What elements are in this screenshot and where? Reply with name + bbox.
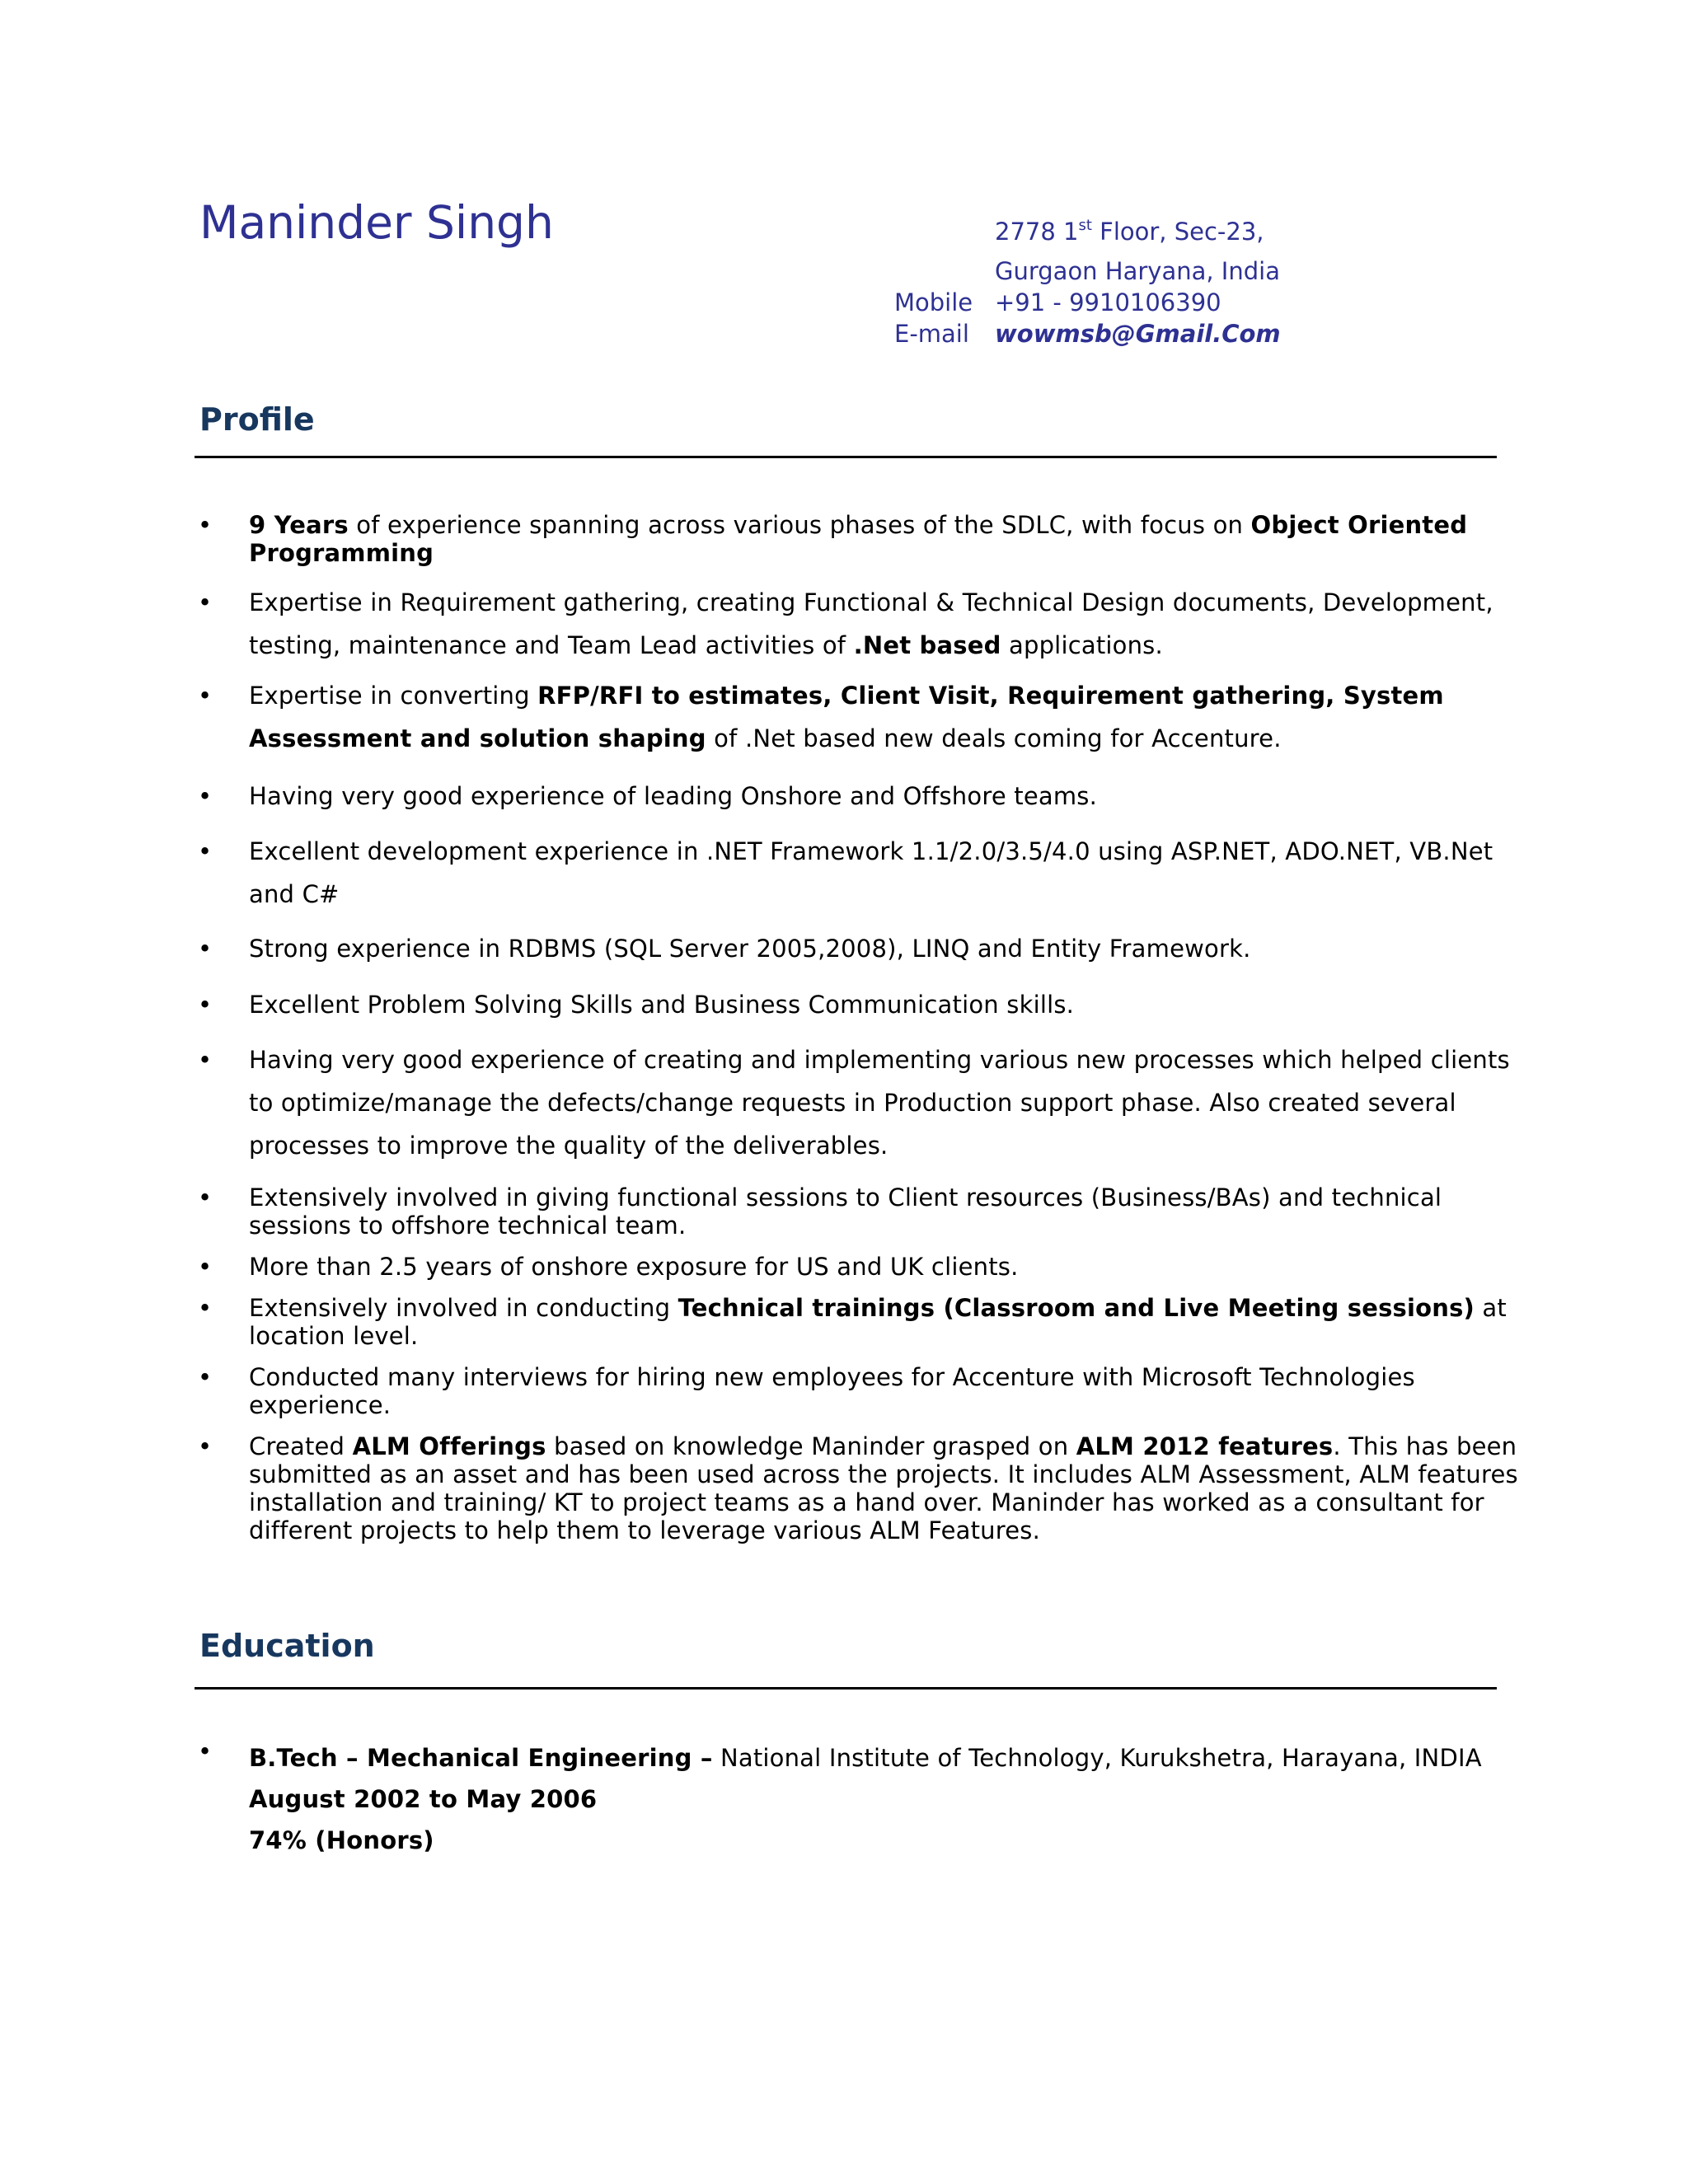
address-number: 2778 1 <box>995 218 1079 246</box>
profile-item-text: Extensively involved in giving functional sessions to Client resources (Business/BAs) and technical sessions to offshore technical team. <box>249 1183 1442 1240</box>
profile-item-text: Having very good experience of leading Onshore and Offshore teams. <box>249 782 1098 810</box>
mobile-label: Mobile <box>894 288 973 316</box>
bullet-icon: • <box>198 991 213 1019</box>
bullet-icon: • <box>198 935 213 963</box>
bullet-icon: • <box>198 1363 213 1391</box>
bullet-icon: • <box>198 588 213 616</box>
bullet-icon: • <box>198 682 213 710</box>
candidate-name: Maninder Singh <box>199 196 554 249</box>
profile-item-text: More than 2.5 years of onshore exposure for US and UK clients. <box>249 1253 1019 1281</box>
profile-item-text: Strong experience in RDBMS (SQL Server 2005,2008), LINQ and Entity Framework. <box>249 935 1251 963</box>
email-value[interactable]: wowmsb@Gmail.Com <box>995 320 1281 348</box>
mobile-value: +91 - 9910106390 <box>995 288 1221 316</box>
profile-item-text: Excellent development experience in .NET Framework 1.1/2.0/3.5/4.0 using ASP.NET, ADO.NET, VB.Net and C# <box>249 837 1493 908</box>
education-divider <box>195 1687 1497 1690</box>
bullet-icon: • <box>198 1737 213 1765</box>
education-dates: August 2002 to May 2006 <box>249 1785 598 1813</box>
profile-item-text: Extensively involved in conducting Technical trainings (Classroom and Live Meeting sessions) at location level. <box>249 1294 1507 1350</box>
profile-item-text: Expertise in Requirement gathering, creating Functional & Technical Design documents, Development, testing, maintenance and Team Lead activities of .Net based applications. <box>249 588 1493 659</box>
education-score: 74% (Honors) <box>249 1826 434 1854</box>
bullet-icon: • <box>198 511 213 539</box>
profile-item-text: 9 Years of experience spanning across various phases of the SDLC, with focus on Object Oriented Programming <box>249 511 1468 567</box>
address-floor: Floor, Sec-23, <box>1091 218 1264 246</box>
resume-page: Maninder Singh 2778 1st Floor, Sec-23, Gurgaon Haryana, India Mobile +91 - 9910106390 E-mail wowmsb@Gmail.Com Profile • 9 Years of experience spanning across various phases of the SDLC, with focus on Object Oriented Programming • Expertise in Requirement gathering, creating Functional & Technical Design documents, Development, testing, maintenance and Team Lead activities of .Net based applications. • Expertise in converting RFP/RFI to estimates, Client Visit, Requirement gathering, System Assessment and solution shaping of .Net based new deals coming for Accenture. • Having very good experience of leading Onshore and Offshore teams. • Excellent development experience in .NET Framework 1.1/2.0/3.5/4.0 using ASP.NET, ADO.NET, VB.Net and C# • Strong experience in RDBMS (SQL Server 2005,2008), LINQ and Entity Framework. • Excellent Problem Solving Skills and Business Communication skills. • Having very good experience of creating and implementing various new processes which helped clients to optimize/manage the defects/change requests in Production support phase. Also created several processes to improve the quality of the deliverables. • Extensively involved in giving functional sessions to Client resources (Business/BAs) and technical sessions to offshore technical team. • More than 2.5 years of onshore exposure for US and UK clients. • Extensively involved in conducting Technical trainings (Classroom and Live Meeting sessions) at location level. • Conducted many interviews for hiring new employees for Accenture with Microsoft Technologies experience. • Created ALM Offerings based on knowledge Maninder grasped on ALM 2012 features. This has been submitted as an asset and has been used across the projects. It includes ALM Assessment, ALM features installation and training/ KT to project teams as a hand over. Maninder has worked as a consultant for different projects to help them to leverage various ALM Features. Education • B.Tech – Mechanical Engineering – National Institute of Technology, Kurukshetra, Harayana, INDIA August 2002 to May 2006 74% (Honors) <box>0 0 1688 2184</box>
profile-item-text: Having very good experience of creating and implementing various new processes which helped clients to optimize/manage the defects/change requests in Production support phase. Also created several processes to improve the quality of the deliverables. <box>249 1046 1510 1160</box>
bullet-icon: • <box>198 1253 213 1281</box>
bullet-icon: • <box>198 1183 213 1212</box>
education-institute: National Institute of Technology, Kurukshetra, Harayana, INDIA <box>712 1744 1482 1772</box>
email-label: E-mail <box>894 320 969 348</box>
bullet-icon: • <box>198 1294 213 1322</box>
education-degree: B.Tech – Mechanical Engineering – <box>249 1744 713 1772</box>
education-heading: Education <box>199 1628 375 1664</box>
profile-divider <box>195 456 1497 458</box>
profile-item-text: Conducted many interviews for hiring new employees for Accenture with Microsoft Technologies experience. <box>249 1363 1415 1419</box>
profile-item-text: Expertise in converting RFP/RFI to estimates, Client Visit, Requirement gathering, System Assessment and solution shaping of .Net based new deals coming for Accenture. <box>249 682 1444 752</box>
bullet-icon: • <box>198 782 213 810</box>
bullet-icon: • <box>198 1046 213 1074</box>
bullet-icon: • <box>198 1432 213 1460</box>
profile-item-text: Excellent Problem Solving Skills and Business Communication skills. <box>249 991 1075 1019</box>
profile-item-text: Created ALM Offerings based on knowledge Maninder grasped on ALM 2012 features. This has been submitted as an asset and has been used across the projects. It includes ALM Assessment, ALM features installation and training/ KT to project teams as a hand over. Maninder has worked as a consultant for different projects to help them to leverage various ALM Features. <box>249 1432 1518 1544</box>
bullet-icon: • <box>198 837 213 865</box>
address-superscript: st <box>1078 217 1092 234</box>
profile-heading: Profile <box>199 401 315 438</box>
